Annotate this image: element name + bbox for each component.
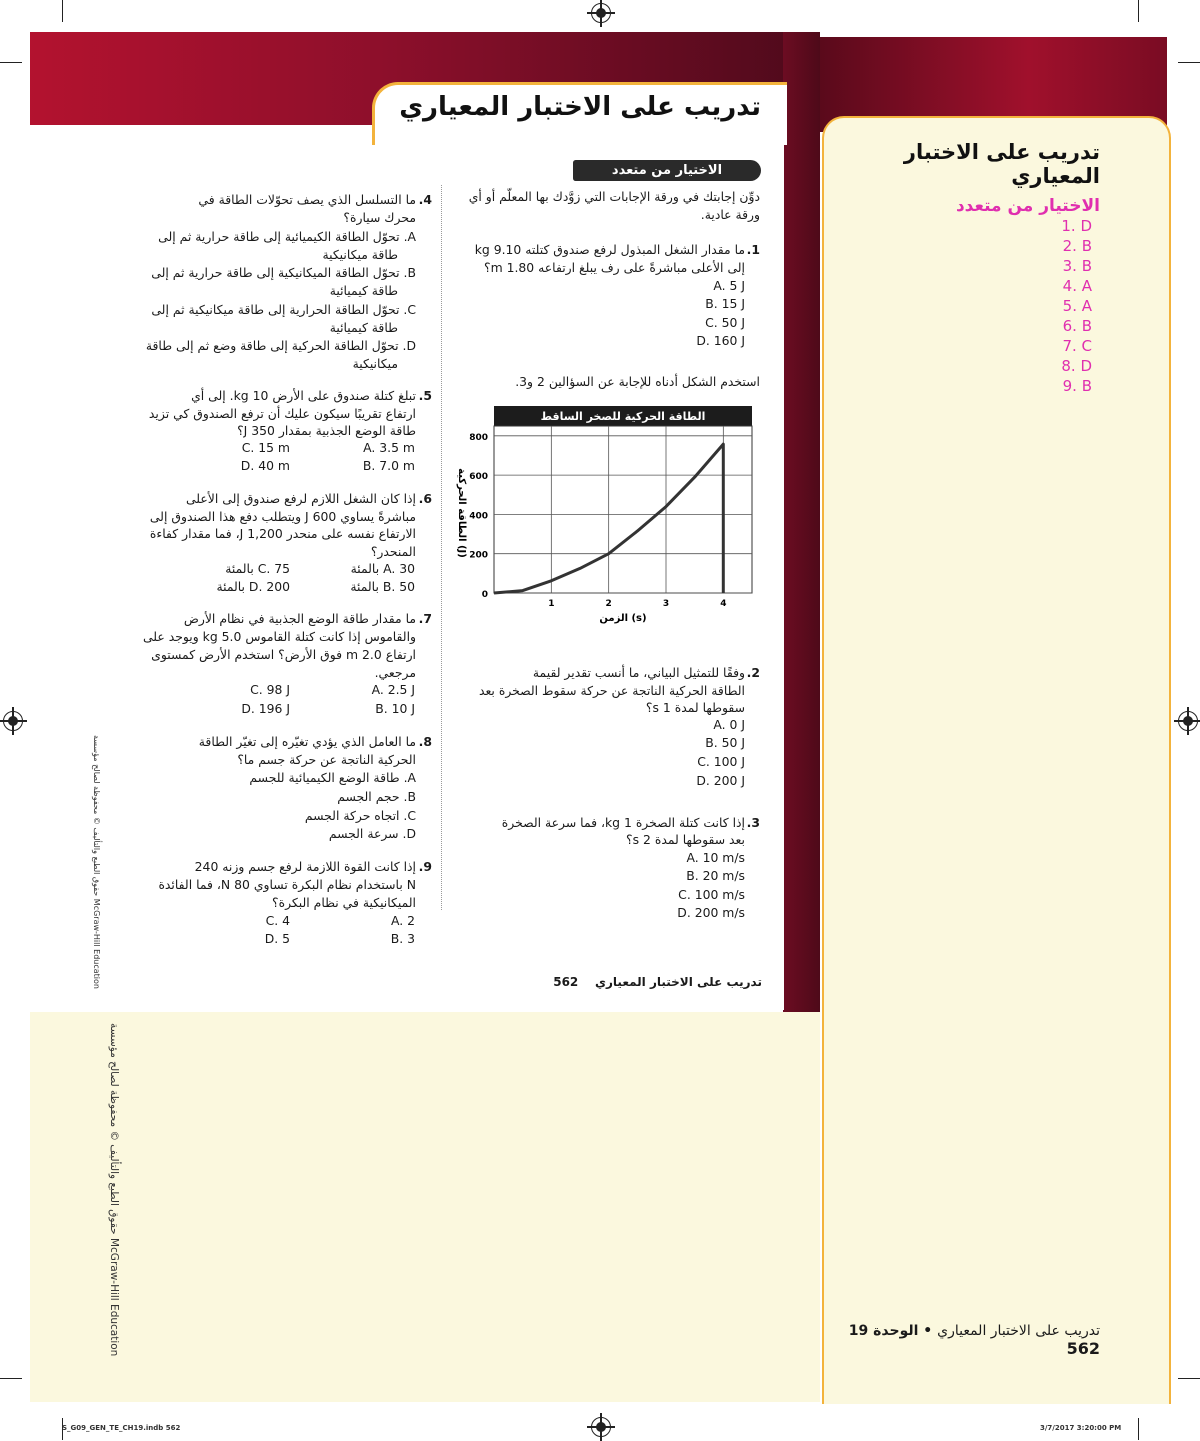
answer-column [822, 116, 1171, 1404]
date-slug: 3/7/2017 3:20:00 PM [1040, 1424, 1122, 1432]
question-text: الطاقة الحركية الناتجة عن حركة سقوط الصخرة بعد [478, 683, 745, 698]
module-label: الوحدة 19 [848, 1323, 919, 1339]
teacher-page-footer [810, 1323, 1100, 1358]
answer-item: 1. D [1061, 217, 1092, 235]
question-text: إذا كانت القوة اللازمة لرفع جسم وزنه 240 [194, 859, 416, 874]
question-number: 7. [418, 611, 432, 626]
option-a: A. طاقة الوضع الكيميائية للجسم [249, 770, 416, 785]
chart-instructions: استخدم الشكل أدناه للإجابة عن السؤالين 2 و3. [515, 374, 760, 389]
question-text: ما التسلسل الذي يصف تحوّلات الطاقة في [198, 192, 416, 207]
chart-plot-area [494, 426, 752, 593]
crop-mark [0, 62, 22, 63]
chart-y-tick-label: 400 [469, 511, 488, 522]
footer-bullet: • [923, 1323, 933, 1339]
option-a: A. تحوّل الطاقة الكيميائية إلى طاقة حرارية ثم إلى [158, 229, 416, 244]
question-number: 4. [418, 192, 432, 207]
option-b: B. 10 J [375, 701, 415, 716]
answer-item: 8. D [1061, 357, 1092, 375]
question-text: ارتفاع 2.0 m فوق الأرض؟ استخدم الأرض كمستوى [151, 647, 416, 662]
chart-y-tick-label: 800 [469, 432, 488, 443]
registration-mark [3, 711, 23, 731]
chart-y-tick-label: 200 [469, 550, 488, 561]
page-title: تدريب على الاختبار المعياري [399, 92, 761, 122]
question-text: إذا كانت كتلة الصخرة 1 kg، فما سرعة الصخرة [501, 815, 745, 830]
option-b: B. 20 m/s [686, 868, 745, 883]
option-c-cont: طاقة كيميائية [329, 320, 398, 335]
option-c: C. تحوّل الطاقة الحرارية إلى طاقة ميكانيكية ثم إلى [151, 302, 416, 317]
option-c: C. 100 m/s [678, 887, 745, 902]
chart-x-label: الزمن (s) [599, 613, 647, 624]
question-text: الميكانيكية في نظام البكرة؟ [272, 895, 416, 910]
option-a-cont: طاقة ميكانيكية [322, 247, 398, 262]
question-text: ارتفاع تقريبًا سيكون عليك أن ترفع الصندوق كي تزيد [148, 406, 416, 421]
option-d: D. 5 [264, 931, 290, 946]
registration-mark [591, 3, 611, 23]
option-d-cont: ميكانيكية [352, 356, 398, 371]
option-d: D. 196 J [241, 701, 290, 716]
question-text: ما العامل الذي يؤدي تغيّره إلى تغيّر الطاقة [198, 734, 416, 749]
question-text: المنحدر؟ [370, 544, 416, 559]
option-c: C. 4 [265, 913, 290, 928]
question-text: ما مقدار الشغل المبذول لرفع صندوق كتلته 9.10 kg [474, 242, 745, 257]
option-d: D. 200 J [696, 773, 745, 788]
page-footer [540, 975, 762, 989]
question-number: 5. [418, 388, 432, 403]
chart-y-tick-label: 600 [469, 472, 488, 483]
chart-y-tick-label: 0 [481, 590, 488, 600]
question-text: تبلغ كتلة صندوق على الأرض 10 kg. إلى أي [191, 388, 416, 403]
registration-mark [1178, 711, 1198, 731]
question-text: مباشرةً يساوي 600 J ويتطلب دفع هذا الصندوق إلى [149, 509, 416, 524]
answer-item: 4. A [1062, 277, 1092, 295]
teacher-page-number: 562 [1066, 1339, 1100, 1358]
chart-x-tick-label: 4 [720, 599, 727, 609]
option-a: A. 0 J [713, 717, 745, 732]
crop-mark [0, 1378, 22, 1379]
instructions: دوِّن إجابتك في ورقة الإجابات التي زوَّدك بها المعلّم أو أي ورقة عادية. [468, 189, 760, 222]
teacher-footer-text: تدريب على الاختبار المعياري [937, 1323, 1100, 1339]
crop-mark [1138, 0, 1139, 22]
option-a: A. 3.5 m [363, 440, 415, 455]
chart-grid [494, 426, 752, 593]
option-b: B. تحوّل الطاقة الميكانيكية إلى طاقة حرارية ثم إلى [151, 265, 416, 280]
option-a: A. 5 J [713, 278, 745, 293]
file-slug: S_G09_GEN_TE_CH19.indb 562 [62, 1424, 181, 1432]
question-text: والقاموس إذا كانت كتلة القاموس 5.0 kg ويوجد على [142, 629, 416, 644]
option-b: B. حجم الجسم [337, 789, 416, 804]
question-number: 6. [418, 491, 432, 506]
answer-item: 3. B [1062, 257, 1092, 275]
option-b: B. 3 [390, 931, 415, 946]
option-d: D. 200 بالمئة [216, 579, 290, 594]
question-text: الحركية الناتجة عن حركة جسم ما؟ [237, 752, 416, 767]
option-b-cont: طاقة كيميائية [329, 283, 398, 298]
chart-y-label: الطاقة الحركية (J) [456, 468, 467, 558]
footer-text: تدريب على الاختبار المعياري [595, 975, 762, 989]
page-edge-band [783, 32, 820, 1012]
answer-column-title: تدريب على الاختبار [903, 140, 1100, 164]
question-text: سقوطها لمدة 1 s؟ [645, 700, 745, 715]
answer-item: 5. A [1062, 297, 1092, 315]
section-badge: الاختيار من متعدد [573, 160, 761, 181]
crop-mark [1138, 1418, 1139, 1440]
question-text: مرجعي. [374, 665, 416, 680]
question-text: إلى الأعلى مباشرةً على رف يبلغ ارتفاعه 1.80 m؟ [483, 260, 745, 275]
answer-column-title-line2: المعياري [1011, 164, 1100, 188]
question-text: طاقة الوضع الجذبية بمقدار 350 J؟ [237, 423, 416, 438]
crop-mark [1178, 1378, 1200, 1379]
option-a: A. 2 [390, 913, 415, 928]
footer-page-number: 562 [553, 975, 579, 989]
chart-y-ticks [469, 433, 488, 600]
question-text: بعد سقوطها لمدة 2 s؟ [626, 832, 745, 847]
copyright-notice-large: حقوق الطبع والتأليف © محفوظة لصالح مؤسسة McGraw-Hill Education [108, 1023, 120, 1357]
chart-x-ticks [548, 599, 726, 609]
option-a: A. 10 m/s [686, 850, 745, 865]
answers-heading: الاختيار من متعدد [955, 196, 1100, 216]
question-number: 1. [746, 242, 760, 257]
option-c: C. 100 J [697, 754, 745, 769]
chart-title: الطاقة الحركية للصخر الساقط [540, 410, 706, 423]
question-number: 8. [418, 734, 432, 749]
option-c: C. 98 J [250, 682, 290, 697]
answer-item: 9. B [1062, 377, 1092, 395]
column-divider [441, 185, 442, 910]
question-number: 2. [746, 665, 760, 680]
question-number: 9. [418, 859, 432, 874]
option-d: D. سرعة الجسم [328, 826, 416, 841]
lower-margin [30, 1012, 820, 1402]
question-text: إذا كان الشغل اللازم لرفع صندوق إلى الأعلى [185, 491, 416, 506]
option-b: B. 15 J [705, 296, 745, 311]
option-c: C. اتجاه حركة الجسم [304, 808, 416, 823]
option-a: A. 30 بالمئة [350, 561, 415, 576]
option-c: C. 15 m [241, 440, 290, 455]
crop-mark [1178, 62, 1200, 63]
registration-mark [591, 1417, 611, 1437]
answer-item: 2. B [1062, 237, 1092, 255]
question-text: محرك سيارة؟ [343, 210, 416, 225]
chart-x-tick-label: 3 [662, 599, 670, 609]
option-c: C. 50 J [705, 315, 745, 330]
answer-item: 7. C [1062, 337, 1092, 355]
option-d: D. 200 m/s [677, 905, 745, 920]
option-c: C. 75 بالمئة [225, 561, 290, 576]
kinetic-energy-chart [455, 405, 755, 630]
question-text: الارتفاع نفسه على منحدر 1,200 J، فما مقدار كفاءة [149, 526, 416, 541]
question-text: ما مقدار طاقة الوضع الجذبية في نظام الأرض [183, 611, 416, 626]
option-b: B. 7.0 m [362, 458, 415, 473]
option-d: D. 40 m [240, 458, 290, 473]
question-text: وفقًا للتمثيل البياني، ما أنسب تقدير لقيمة [532, 665, 745, 680]
chart-x-tick-label: 2 [605, 599, 612, 609]
question-number: 3. [746, 815, 760, 830]
option-b: B. 50 بالمئة [350, 579, 415, 594]
copyright-notice: حقوق الطبع والتأليف © محفوظة لصالح مؤسسة McGraw-Hill Education [92, 735, 101, 989]
answer-item: 6. B [1062, 317, 1092, 335]
crop-mark [62, 0, 63, 22]
option-d: D. تحوّل الطاقة الحركية إلى طاقة وضع ثم إلى طاقة [145, 338, 416, 353]
option-b: B. 50 J [705, 735, 745, 750]
chart-x-tick-label: 1 [548, 599, 555, 609]
option-d: D. 160 J [696, 333, 745, 348]
option-a: A. 2.5 J [371, 682, 415, 697]
question-text: N باستخدام نظام البكرة تساوي 80 N، فما الفائدة [158, 877, 416, 892]
